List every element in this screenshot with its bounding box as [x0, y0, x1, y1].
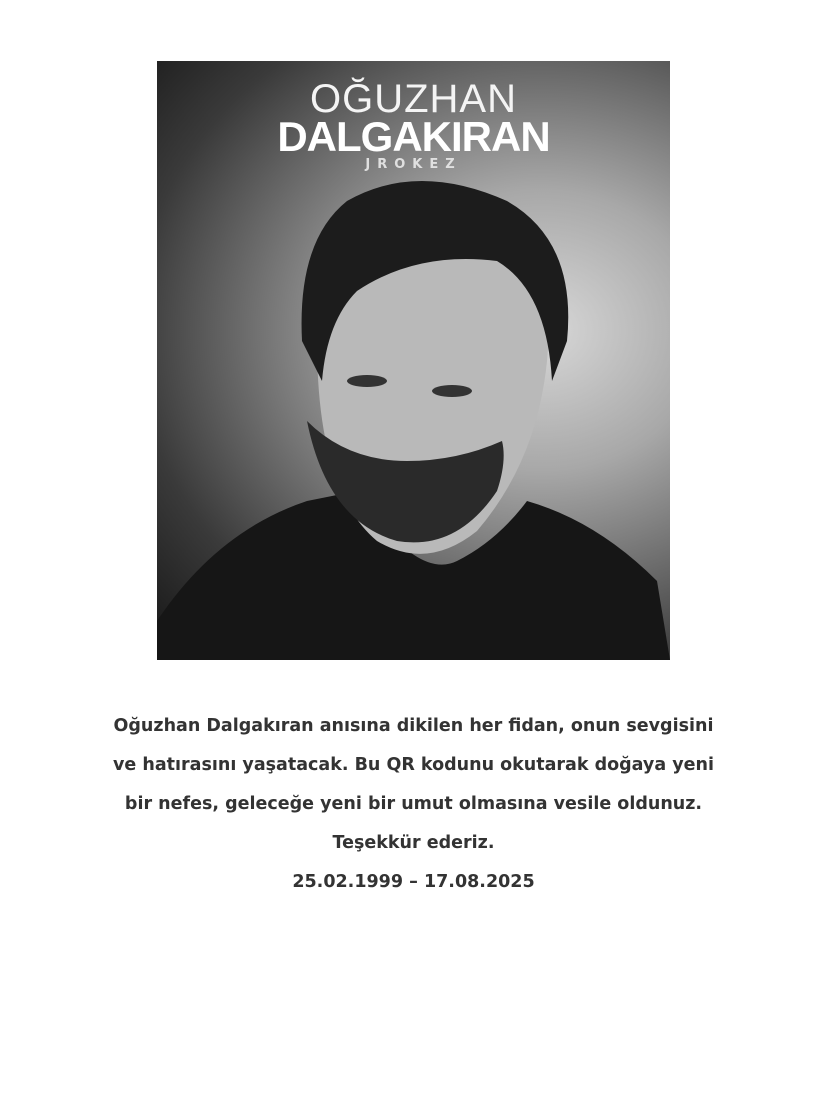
poster-first-name: OĞUZHAN — [310, 77, 517, 121]
message-line: bir nefes, geleceğe yeni bir umut olmasına vesile oldunuz. — [124, 794, 703, 814]
message-line: Oğuzhan Dalgakıran anısına dikilen her fidan, onun sevgisini — [113, 716, 714, 736]
message-line: ve hatırasını yaşatacak. Bu QR kodunu okutarak doğaya yeni — [113, 755, 714, 775]
life-dates: 25.02.1999 – 17.08.2025 — [292, 872, 535, 892]
memorial-photo — [157, 61, 670, 660]
memorial-message — [80, 707, 747, 902]
poster-last-name: DALGAKIRAN — [277, 113, 550, 160]
poster-nickname: JROKEZ — [365, 157, 462, 172]
thanks-line: Teşekkür ederiz. — [332, 833, 495, 853]
